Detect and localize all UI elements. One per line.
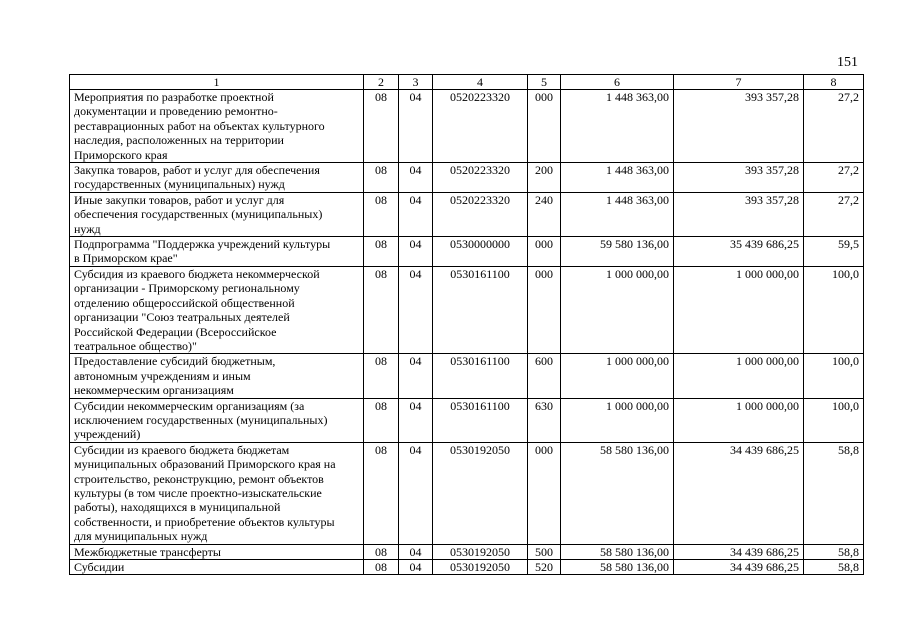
- row-section: 08: [364, 354, 399, 398]
- column-header: 4: [433, 75, 528, 90]
- column-header: 3: [399, 75, 433, 90]
- row-value-6: 58 580 136,00: [561, 560, 674, 575]
- row-subsection: 04: [399, 560, 433, 575]
- row-value-7: 393 357,28: [674, 163, 804, 193]
- row-subsection: 04: [399, 354, 433, 398]
- row-value-7: 1 000 000,00: [674, 398, 804, 442]
- row-expense-type: 630: [528, 398, 561, 442]
- row-value-8: 27,2: [804, 192, 864, 236]
- row-expense-type: 500: [528, 544, 561, 559]
- column-header: 1: [70, 75, 364, 90]
- row-subsection: 04: [399, 90, 433, 163]
- row-section: 08: [364, 90, 399, 163]
- row-value-6: 1 448 363,00: [561, 192, 674, 236]
- row-expense-type: 200: [528, 163, 561, 193]
- row-subsection: 04: [399, 237, 433, 267]
- row-value-6: 1 448 363,00: [561, 90, 674, 163]
- row-name: Субсидия из краевого бюджета некоммерческой организации - Приморскому региональному отделению общероссийской общественной организации "Союз театральных деятелей Российской Федерации (Всероссийское театральное общество)": [70, 266, 364, 353]
- column-header: 8: [804, 75, 864, 90]
- row-expense-type: 240: [528, 192, 561, 236]
- row-value-8: 58,8: [804, 442, 864, 544]
- row-target-article: 0520223320: [433, 90, 528, 163]
- row-value-7: 34 439 686,25: [674, 544, 804, 559]
- row-expense-type: 000: [528, 237, 561, 267]
- row-expense-type: 520: [528, 560, 561, 575]
- column-header: 2: [364, 75, 399, 90]
- row-section: 08: [364, 544, 399, 559]
- row-target-article: 0520223320: [433, 192, 528, 236]
- row-value-7: 1 000 000,00: [674, 354, 804, 398]
- row-value-7: 1 000 000,00: [674, 266, 804, 353]
- column-header: 5: [528, 75, 561, 90]
- row-value-8: 59,5: [804, 237, 864, 267]
- row-name: Субсидии: [70, 560, 364, 575]
- table-row: [70, 560, 864, 575]
- row-expense-type: 000: [528, 266, 561, 353]
- row-value-8: 58,8: [804, 560, 864, 575]
- table-row: [70, 266, 864, 353]
- row-target-article: 0530161100: [433, 266, 528, 353]
- row-section: 08: [364, 192, 399, 236]
- row-section: 08: [364, 266, 399, 353]
- row-expense-type: 000: [528, 90, 561, 163]
- row-value-7: 34 439 686,25: [674, 560, 804, 575]
- row-value-6: 58 580 136,00: [561, 442, 674, 544]
- table-row: [70, 398, 864, 442]
- row-value-8: 100,0: [804, 266, 864, 353]
- row-expense-type: 000: [528, 442, 561, 544]
- row-subsection: 04: [399, 192, 433, 236]
- row-value-6: 1 000 000,00: [561, 266, 674, 353]
- row-name: Подпрограмма "Поддержка учреждений культуры в Приморском крае": [70, 237, 364, 267]
- row-name: Предоставление субсидий бюджетным, автономным учреждениям и иным некоммерческим организациям: [70, 354, 364, 398]
- row-subsection: 04: [399, 544, 433, 559]
- budget-table: [69, 74, 864, 575]
- row-section: 08: [364, 237, 399, 267]
- row-value-6: 1 448 363,00: [561, 163, 674, 193]
- row-section: 08: [364, 398, 399, 442]
- column-header: 7: [674, 75, 804, 90]
- row-target-article: 0530192050: [433, 442, 528, 544]
- header-row: [70, 75, 864, 90]
- row-value-6: 1 000 000,00: [561, 398, 674, 442]
- row-target-article: 0530000000: [433, 237, 528, 267]
- row-target-article: 0530161100: [433, 354, 528, 398]
- table-row: [70, 544, 864, 559]
- table-row: [70, 237, 864, 267]
- row-target-article: 0520223320: [433, 163, 528, 193]
- row-value-7: 393 357,28: [674, 90, 804, 163]
- row-value-6: 58 580 136,00: [561, 544, 674, 559]
- row-name: Субсидии из краевого бюджета бюджетам муниципальных образований Приморского края на строительство, реконструкцию, ремонт объектов культуры (в том числе проектно-изыскательские работы), находящихся в муниципальной собственности, и приобретение объектов культуры для муниципальных нужд: [70, 442, 364, 544]
- row-section: 08: [364, 163, 399, 193]
- row-target-article: 0530192050: [433, 560, 528, 575]
- row-section: 08: [364, 560, 399, 575]
- table-row: [70, 163, 864, 193]
- row-subsection: 04: [399, 163, 433, 193]
- table-row: [70, 442, 864, 544]
- row-subsection: 04: [399, 442, 433, 544]
- row-subsection: 04: [399, 266, 433, 353]
- row-target-article: 0530192050: [433, 544, 528, 559]
- table-row: [70, 90, 864, 163]
- table-row: [70, 354, 864, 398]
- column-header: 6: [561, 75, 674, 90]
- row-target-article: 0530161100: [433, 398, 528, 442]
- row-name: Межбюджетные трансферты: [70, 544, 364, 559]
- row-value-6: 59 580 136,00: [561, 237, 674, 267]
- row-name: Мероприятия по разработке проектной документации и проведению ремонтно- реставрационных работ на объектах культурного наследия, расположенных на территории Приморского края: [70, 90, 364, 163]
- row-value-8: 27,2: [804, 163, 864, 193]
- row-value-8: 100,0: [804, 398, 864, 442]
- row-subsection: 04: [399, 398, 433, 442]
- row-value-8: 58,8: [804, 544, 864, 559]
- row-name: Закупка товаров, работ и услуг для обеспечения государственных (муниципальных) нужд: [70, 163, 364, 193]
- table-row: [70, 192, 864, 236]
- row-value-7: 35 439 686,25: [674, 237, 804, 267]
- row-value-8: 100,0: [804, 354, 864, 398]
- row-expense-type: 600: [528, 354, 561, 398]
- row-value-8: 27,2: [804, 90, 864, 163]
- row-value-6: 1 000 000,00: [561, 354, 674, 398]
- row-name: Субсидии некоммерческим организациям (за исключением государственных (муниципальных) учреждений): [70, 398, 364, 442]
- page-number: 151: [837, 55, 858, 70]
- row-section: 08: [364, 442, 399, 544]
- row-value-7: 393 357,28: [674, 192, 804, 236]
- row-name: Иные закупки товаров, работ и услуг для обеспечения государственных (муниципальных) нужд: [70, 192, 364, 236]
- row-value-7: 34 439 686,25: [674, 442, 804, 544]
